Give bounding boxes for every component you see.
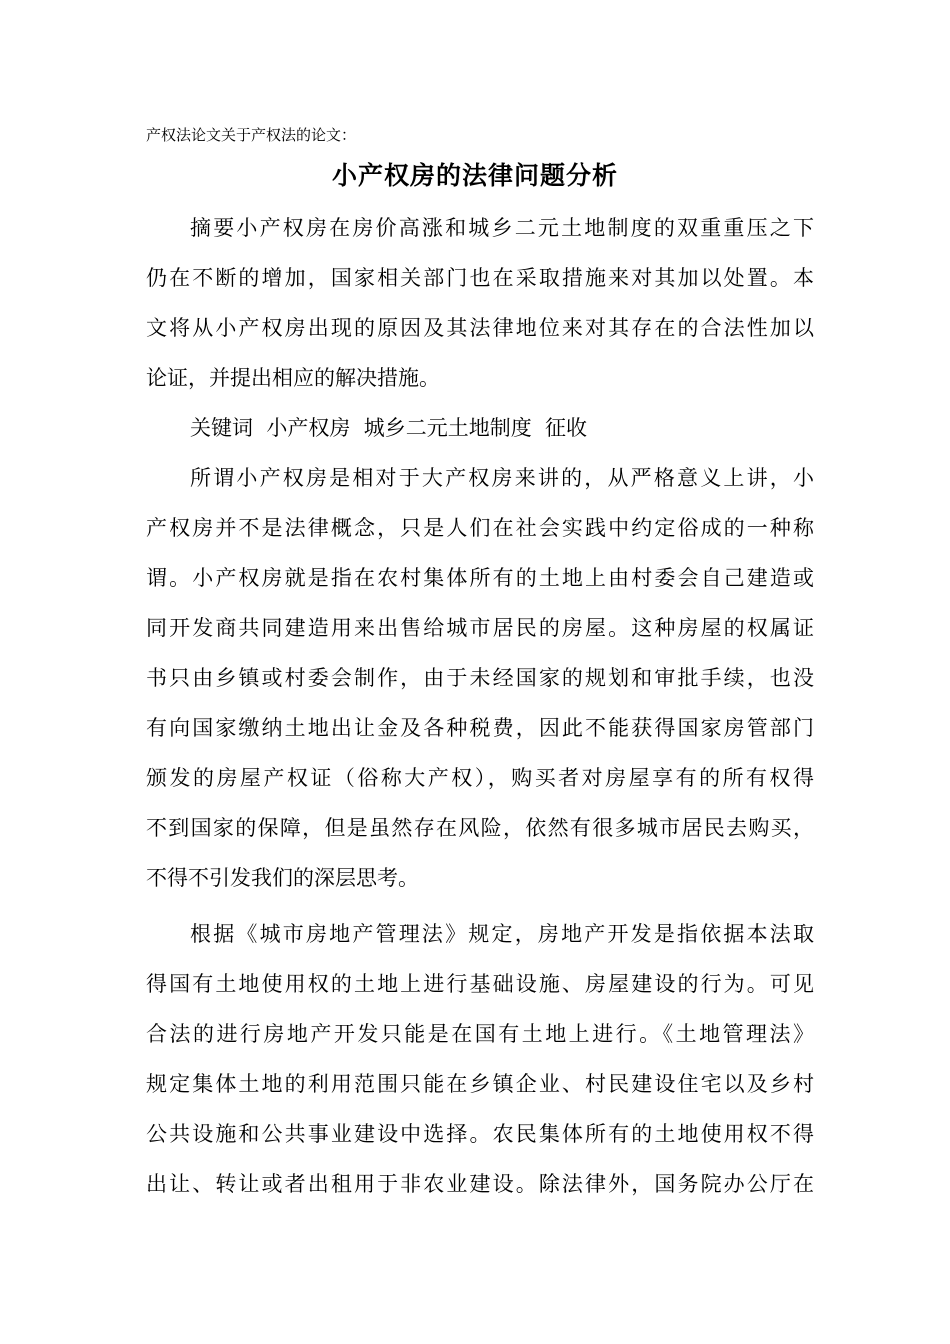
body-paragraph-1 (146, 453, 814, 903)
paragraph-line: 得国有土地使用权的土地上进行基础设施、房屋建设的行为。可见 (146, 972, 814, 996)
paragraph-line: 不到国家的保障，但是虽然存在风险，依然有很多城市居民去购买， (146, 816, 814, 840)
document-header: 产权法论文关于产权法的论文： (146, 126, 357, 144)
paragraph-line: 书只由乡镇或村委会制作，由于未经国家的规划和审批手续，也没 (146, 666, 814, 690)
article-title: 小产权房的法律问题分析 (331, 161, 618, 190)
abstract-paragraph (146, 203, 814, 403)
paragraph-line: 谓。小产权房就是指在农村集体所有的土地上由村委会自己建造或 (146, 566, 814, 590)
keywords-paragraph (146, 403, 814, 453)
paragraph-line: 根据《城市房地产管理法》规定，房地产开发是指依据本法取 (190, 922, 814, 946)
paragraph-line: 公共设施和公共事业建设中选择。农民集体所有的土地使用权不得 (146, 1122, 814, 1146)
abstract-line: 摘要小产权房在房价高涨和城乡二元土地制度的双重重压之下 (190, 216, 814, 240)
abstract-line: 论证，并提出相应的解决措施。 (146, 366, 440, 390)
body-paragraph-2 (146, 909, 814, 1209)
paragraph-line: 同开发商共同建造用来出售给城市居民的房屋。这种房屋的权属证 (146, 616, 814, 640)
paragraph-line: 所谓小产权房是相对于大产权房来讲的，从严格意义上讲，小 (190, 466, 814, 490)
paragraph-line: 有向国家缴纳土地出让金及各种税费，因此不能获得国家房管部门 (146, 716, 814, 740)
paragraph-line: 产权房并不是法律概念，只是人们在社会实践中约定俗成的一种称 (146, 516, 814, 540)
paragraph-line: 出让、转让或者出租用于非农业建设。除法律外，国务院办公厅在 (146, 1172, 814, 1196)
paragraph-line: 规定集体土地的利用范围只能在乡镇企业、村民建设住宅以及乡村 (146, 1072, 814, 1096)
abstract-line: 仍在不断的增加，国家相关部门也在采取措施来对其加以处置。本 (146, 266, 814, 290)
paragraph-line: 颁发的房屋产权证（俗称大产权），购买者对房屋享有的所有权得 (146, 766, 814, 790)
paragraph-line: 合法的进行房地产开发只能是在国有土地上进行。《土地管理法》 (146, 1022, 814, 1046)
paragraph-line: 不得不引发我们的深层思考。 (146, 866, 419, 890)
abstract-line: 文将从小产权房出现的原因及其法律地位来对其存在的合法性加以 (146, 316, 814, 340)
article-body (146, 203, 814, 1209)
keywords-line: 关键词 小产权房 城乡二元土地制度 征收 (190, 416, 588, 440)
